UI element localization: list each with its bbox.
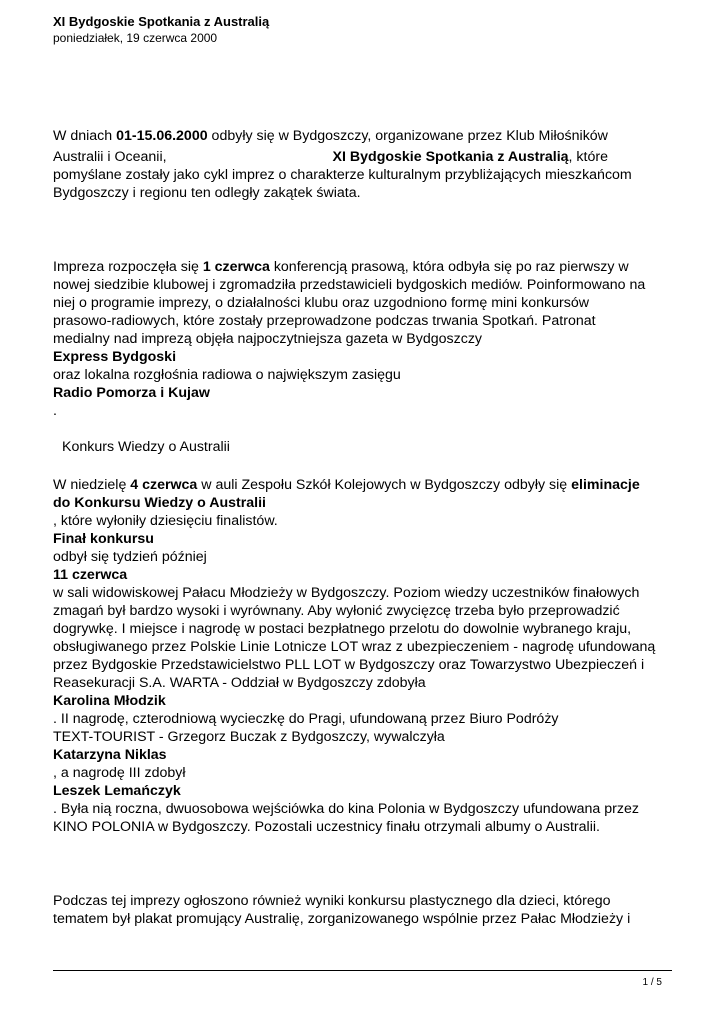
text-line: , które wyłoniły dziesięciu finalistów. [53,513,278,529]
text-line: . [53,403,57,419]
text-line: dogrywkę. I miejsce i nagrodę w postaci bezpłatnego przelotu do dowolnie wybranego kraju, [53,621,632,637]
text-line: Impreza rozpoczęła się 1 czerwca konferencją prasową, która odbyła się po raz pierwszy w [53,259,629,275]
text-line: zmagań był bardzo wysoki i wyrównany. Aby wyłonić zwycięzcę trzeba było przeprowadzić [53,603,620,619]
text-line: Leszek Lemańczyk [53,783,181,799]
text-line: medialny nad imprezą objęła najpoczytniejsza gazeta w Bydgoszczy [53,331,483,347]
text-line: Bydgoszczy i regionu ten odległy zakątek świata. [53,185,361,201]
text-line: 11 czerwca [53,567,128,583]
footer-divider [53,970,672,971]
text-line: Express Bydgoski [53,349,177,365]
text-line: . II nagrodę, czterodniową wycieczkę do Pragi, ufundowaną przez Biuro Podróży [53,711,559,727]
text-line: Radio Pomorza i Kujaw [53,385,210,401]
text-line: niej o programie imprezy, o działalności klubu oraz uzgodniono formę mini konkursów [53,295,589,311]
text-line: KINO POLONIA w Bydgoszczy. Pozostali uczestnicy finału otrzymali albumy o Australii. [53,819,600,835]
text-line: tematem był plakat promujący Australię, zorganizowanego wspólnie przez Pałac Młodzieży i [53,911,631,927]
text-line: odbył się tydzień później [53,549,207,565]
text-line: . Była nią roczna, dwuosobowa wejściówka do kina Polonia w Bydgoszczy ufundowana przez [53,801,639,817]
text-line: nowej siedzibie klubowej i zgromadziła przedstawicieli bydgoskich mediów. Poinformowano na [53,277,646,293]
text-line: Katarzyna Niklas [53,747,167,763]
document-title: XI Bydgoskie Spotkania z Australią [53,14,270,29]
text-line: pomyślane zostały jako cykl imprez o charakterze kulturalnym przybliżających mieszkańcom [53,167,632,183]
text-line: Karolina Młodzik [53,693,166,709]
text-line: W dniach 01-15.06.2000 odbyły się w Bydgoszczy, organizowane przez Klub Miłośników [53,128,608,144]
text-line: Finał konkursu [53,531,154,547]
page-number: 1 / 5 [642,977,662,988]
text-line: Australii i Oceanii, XI Bydgoskie Spotkania z Australią, które [53,149,608,165]
text-line: W niedzielę 4 czerwca w auli Zespołu Szkół Kolejowych w Bydgoszczy odbyły się eliminacje [53,477,640,493]
document-date: poniedziałek, 19 czerwca 2000 [53,31,218,45]
text-line: , a nagrodę III zdobył [53,765,186,781]
text-line: oraz lokalna rozgłośnia radiowa o największym zasięgu [53,367,401,383]
page-header [53,14,269,46]
section-heading: Konkurs Wiedzy o Australii [62,439,230,455]
text-line: w sali widowiskowej Pałacu Młodzieży w Bydgoszczy. Poziom wiedzy uczestników finałowych [53,585,640,601]
text-line: do Konkursu Wiedzy o Australii [53,495,266,511]
text-line: prasowo-radiowych, które zostały przeprowadzone podczas trwania Spotkań. Patronat [53,313,596,329]
text-line: przez Bydgoskie Przedstawicielstwo PLL LOT w Bydgoszczy oraz Towarzystwo Ubezpieczeń i [53,657,645,673]
text-line: Reasekuracji S.A. WARTA - Oddział w Bydgoszczy zdobyła [53,675,426,691]
text-line: obsługiwanego przez Polskie Linie Lotnicze LOT wraz z ubezpieczeniem - nagrodę ufundowaną [53,639,656,655]
text-line: TEXT-TOURIST - Grzegorz Buczak z Bydgoszczy, wywalczyła [53,729,445,745]
text-line: Podczas tej imprezy ogłoszono również wyniki konkursu plastycznego dla dzieci, którego [53,893,611,909]
